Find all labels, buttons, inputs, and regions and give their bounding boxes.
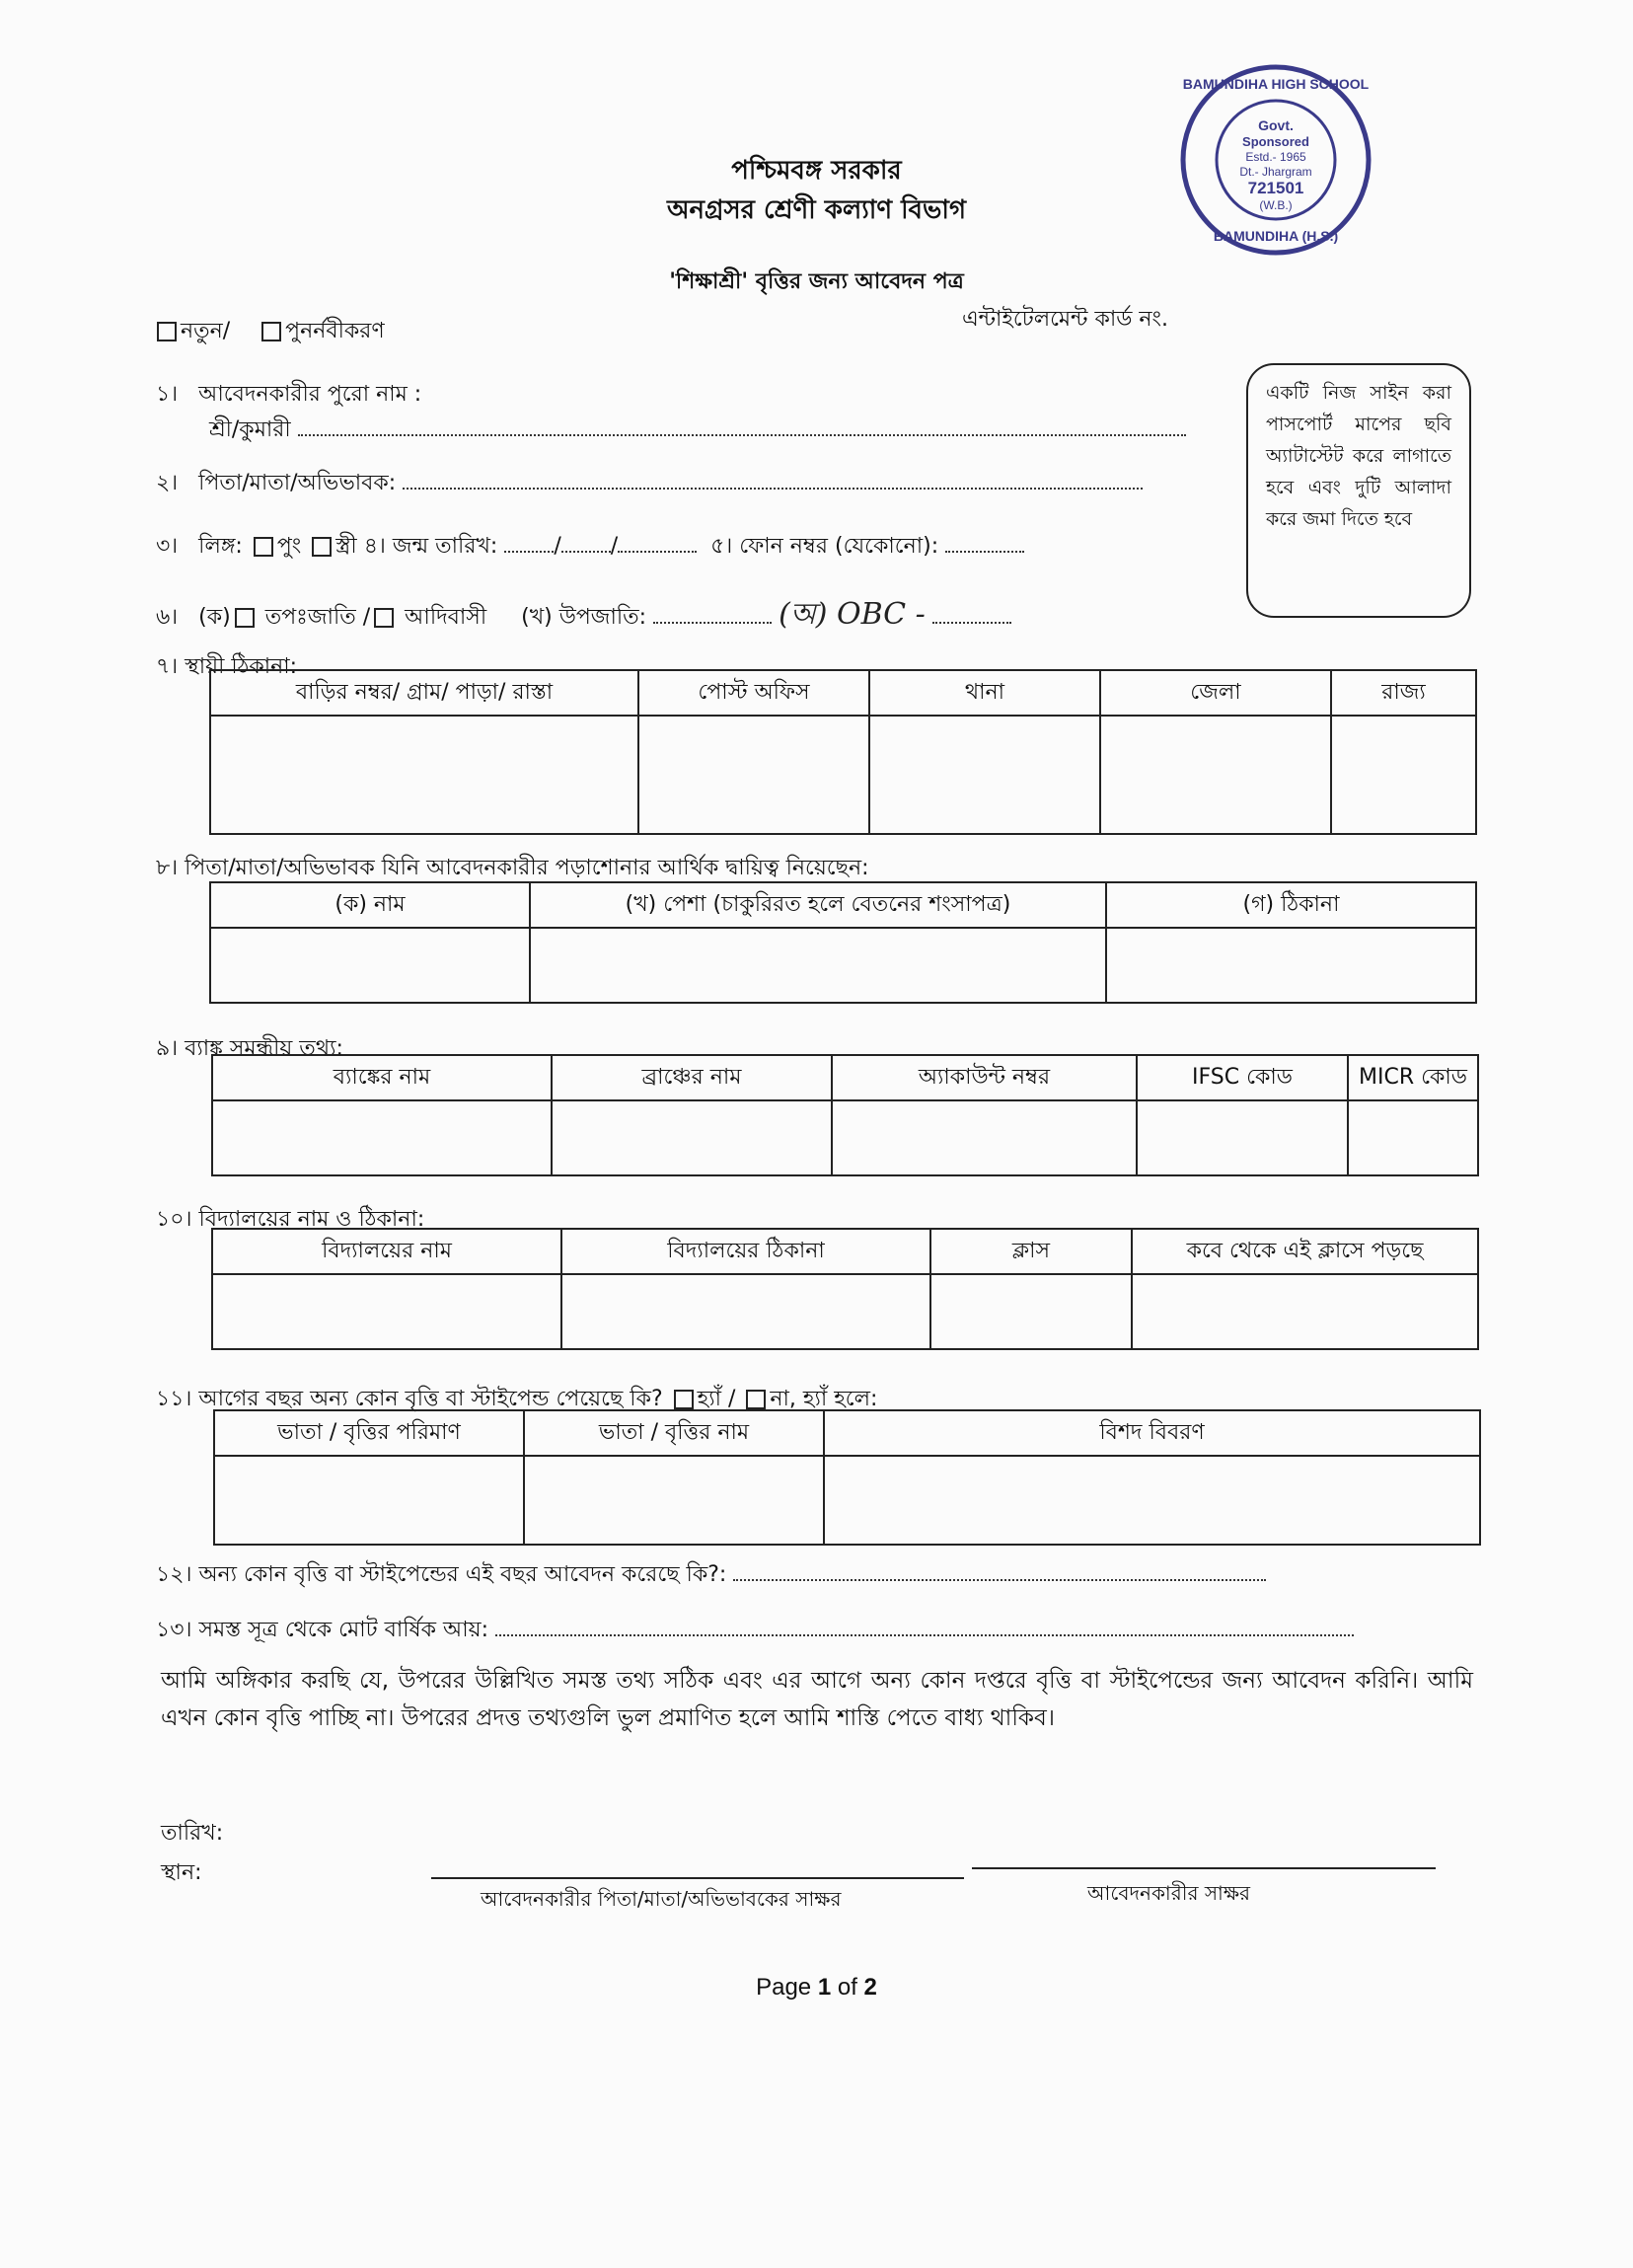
sc-label: তপঃজাতি /	[264, 605, 371, 630]
phone-label: ৫। ফোন নম্বর (যেকোনো):	[710, 534, 939, 559]
place-label: স্থান:	[161, 1860, 202, 1885]
page-total: 2	[863, 1974, 877, 2001]
table-header-row	[214, 1410, 1480, 1456]
table-header: কবে থেকে এই ক্লাসে পড়ছে	[1132, 1229, 1478, 1274]
header-govt: পশ্চিমবঙ্গ সরকার	[731, 156, 902, 186]
date-label: তারিখ:	[161, 1821, 224, 1846]
svg-text:BAMUNDIHA (H.S.): BAMUNDIHA (H.S.)	[1213, 228, 1339, 244]
table-row	[212, 1274, 1478, 1349]
annual-income-input[interactable]	[495, 1634, 1354, 1636]
svg-text:Estd.- 1965: Estd.- 1965	[1245, 150, 1306, 164]
svg-text:Sponsored: Sponsored	[1242, 134, 1309, 149]
subcaste-label: (খ) উপজাতি:	[521, 605, 647, 630]
table-cell[interactable]	[1100, 716, 1331, 834]
table-cell[interactable]	[1331, 716, 1476, 834]
table-header: থানা	[869, 670, 1100, 716]
field-1-name-row	[209, 413, 1186, 449]
table-header: পোস্ট অফিস	[638, 670, 869, 716]
guardian-signature-label: আবেদনকারীর পিতা/মাতা/অভিভাবকের সাক্ষর	[481, 1887, 842, 1911]
no-label: না, হ্যাঁ হলে:	[770, 1387, 878, 1411]
table-row	[210, 928, 1476, 1003]
guardian-table	[209, 881, 1477, 1004]
table-header: অ্যাকাউন্ট নম্বর	[832, 1055, 1137, 1100]
field-12-label: ১২। অন্য কোন বৃত্তি বা স্টাইপেন্ডের এই বছর আবেদন করেছে কি?:	[156, 1562, 727, 1587]
guardian-signature-line[interactable]	[431, 1877, 964, 1879]
field-10-label: ১০। বিদ্যালয়ের নাম ও ঠিকানা:	[156, 1207, 425, 1232]
phone-input[interactable]	[945, 551, 1024, 553]
svg-text:BAMUNDIHA HIGH SCHOOL: BAMUNDIHA HIGH SCHOOL	[1182, 76, 1370, 92]
field-3-number: ৩।	[156, 534, 179, 559]
table-cell[interactable]	[552, 1100, 832, 1175]
subcaste-value[interactable]: (অ) OBC -	[779, 597, 926, 632]
male-checkbox[interactable]	[254, 537, 273, 557]
page-current: 1	[817, 1974, 832, 2001]
svg-text:721501: 721501	[1247, 179, 1304, 197]
table-cell[interactable]	[210, 716, 638, 834]
field-2	[156, 466, 1143, 502]
stamp-seal	[1177, 61, 1374, 259]
field-2-label: পিতা/মাতা/অভিভাবক:	[198, 471, 397, 495]
table-header: জেলা	[1100, 670, 1331, 716]
table-cell[interactable]	[824, 1456, 1480, 1545]
field-1	[156, 377, 421, 414]
table-row	[210, 716, 1476, 834]
table-header: ক্লাস	[930, 1229, 1132, 1274]
table-header: বিশদ বিবরণ	[824, 1410, 1480, 1456]
applicant-signature-line[interactable]	[972, 1867, 1436, 1869]
table-header: ব্রাঞ্চের নাম	[552, 1055, 832, 1100]
declaration-text: আমি অঙ্গিকার করছি যে, উপরের উল্লিখিত সমস্ত তথ্য সঠিক এবং এর আগে অন্য কোন দপ্তরে বৃত্তি বা স্টাইপেন্ডের জন্য আবেদন করিনি। আমি এখন কোন বৃত্তি পাচ্ছি না। উপরের প্রদত্ত তথ্যগুলি ভুল প্রমাণিত হলে আমি শাস্তি পেতে বাধ্য থাকিব।	[161, 1668, 1473, 1731]
table-cell[interactable]	[561, 1274, 930, 1349]
form-title: 'শিক্ষাশ্রী' বৃত্তির জন্য আবেদন পত্র	[669, 269, 964, 294]
page-of: of	[831, 1974, 864, 2001]
female-label: স্ত্রী	[335, 534, 357, 559]
table-cell[interactable]	[214, 1456, 524, 1545]
svg-text:Govt.: Govt.	[1258, 117, 1294, 133]
table-cell[interactable]	[212, 1100, 552, 1175]
field-1-label: আবেদনকারীর পুরো নাম :	[198, 382, 422, 407]
bank-table	[211, 1054, 1479, 1176]
school-table	[211, 1228, 1479, 1350]
svg-text:Dt.- Jhargram: Dt.- Jhargram	[1239, 165, 1312, 179]
table-cell[interactable]	[530, 928, 1106, 1003]
table-cell[interactable]	[524, 1456, 824, 1545]
field-9-label: ৯। ব্যাঙ্ক সমন্ধীয় তথ্য:	[156, 1036, 343, 1061]
table-cell[interactable]	[1132, 1274, 1478, 1349]
table-cell[interactable]	[930, 1274, 1132, 1349]
field-7-label: ৭। স্থায়ী ঠিকানা:	[156, 654, 298, 679]
yes-label: হ্যাঁ /	[697, 1387, 736, 1411]
st-checkbox[interactable]	[374, 608, 394, 628]
table-header-row	[212, 1229, 1478, 1274]
school-stamp	[1177, 61, 1374, 259]
field-12	[156, 1557, 1266, 1594]
dob-separator: /	[610, 534, 619, 559]
applicant-signature-label: আবেদনকারীর সাক্ষর	[1087, 1881, 1251, 1905]
female-checkbox[interactable]	[312, 537, 332, 557]
table-cell[interactable]	[210, 928, 530, 1003]
dob-label: ৪। জন্ম তারিখ:	[363, 534, 498, 559]
field-13-label: ১৩। সমস্ত সূত্র থেকে মোট বার্ষিক আয়:	[156, 1618, 489, 1642]
table-header: রাজ্য	[1331, 670, 1476, 716]
table-header: বাড়ির নম্বর/ গ্রাম/ পাড়া/ রাস্তা	[210, 670, 638, 716]
field-13	[156, 1613, 1354, 1649]
new-checkbox[interactable]	[157, 322, 177, 341]
table-header: IFSC কোড	[1137, 1055, 1348, 1100]
table-header-row	[212, 1055, 1478, 1100]
stipend-table	[213, 1409, 1481, 1546]
table-header-row	[210, 882, 1476, 928]
table-header: বিদ্যালয়ের ঠিকানা	[561, 1229, 930, 1274]
entitlement-card-label: এন্টাইটেলমেন্ট কার্ড নং.	[962, 307, 1168, 332]
table-header: (খ) পেশা (চাকুরিরত হলে বেতনের শংসাপত্র)	[530, 882, 1106, 928]
guardian-name-input[interactable]	[403, 488, 1143, 490]
table-cell[interactable]	[1106, 928, 1476, 1003]
table-cell[interactable]	[832, 1100, 1137, 1175]
renewal-label: পুনর্নবীকরণ	[285, 319, 385, 343]
page-number	[0, 1974, 1633, 2002]
new-label: নতুন/	[181, 319, 231, 343]
dob-day-input[interactable]	[504, 551, 554, 553]
table-cell[interactable]	[1137, 1100, 1348, 1175]
table-header: বিদ্যালয়ের নাম	[212, 1229, 561, 1274]
table-header: (ক) নাম	[210, 882, 530, 928]
sc-checkbox[interactable]	[235, 608, 255, 628]
table-row	[214, 1456, 1480, 1545]
field-6-ka: (ক)	[198, 605, 231, 630]
field-1-prefix: শ্রী/কুমারী	[209, 417, 291, 442]
subcaste-dots	[653, 622, 772, 624]
dob-month-input[interactable]	[561, 551, 611, 553]
field-11-label: ১১। আগের বছর অন্য কোন বৃত্তি বা স্টাইপেন্ড পেয়েছে কি?	[156, 1387, 663, 1411]
table-header-row	[210, 670, 1476, 716]
table-cell[interactable]	[638, 716, 869, 834]
header-department: অনগ্রসর শ্রেণী কল্যাণ বিভাগ	[667, 195, 966, 225]
field-2-number: ২।	[156, 471, 179, 495]
applicant-name-input[interactable]	[298, 434, 1186, 436]
page-prefix: Page	[756, 1974, 818, 2001]
field-6	[156, 590, 1011, 641]
application-type	[153, 314, 385, 350]
st-label: আদিবাসী	[405, 605, 487, 630]
subcaste-dots	[932, 622, 1011, 624]
dob-year-input[interactable]	[618, 551, 697, 553]
field-6-number: ৬।	[156, 605, 179, 630]
field-1-number: ১।	[156, 382, 179, 407]
other-stipend-input[interactable]	[733, 1579, 1266, 1581]
address-table	[209, 669, 1477, 835]
table-header: (গ) ঠিকানা	[1106, 882, 1476, 928]
yes-checkbox[interactable]	[674, 1390, 694, 1409]
no-checkbox[interactable]	[746, 1390, 766, 1409]
field-3-4-5	[156, 529, 1024, 566]
table-header: MICR কোড	[1348, 1055, 1478, 1100]
table-row	[212, 1100, 1478, 1175]
table-header: ভাতা / বৃত্তির পরিমাণ	[214, 1410, 524, 1456]
male-label: পুং	[276, 534, 302, 559]
field-8-label: ৮। পিতা/মাতা/অভিভাবক যিনি আবেদনকারীর পড়াশোনার আর্থিক দ্বায়িত্ব নিয়েছেন:	[156, 856, 869, 880]
renewal-checkbox[interactable]	[261, 322, 281, 341]
svg-text:(W.B.): (W.B.)	[1259, 198, 1293, 212]
gender-label: লিঙ্গ:	[198, 534, 243, 559]
dob-separator: /	[554, 534, 561, 559]
table-cell[interactable]	[212, 1274, 561, 1349]
table-header: ব্যাঙ্কের নাম	[212, 1055, 552, 1100]
table-cell[interactable]	[869, 716, 1100, 834]
photo-box[interactable]: একটি নিজ সাইন করা পাসপোর্ট মাপের ছবি অ্যাটাস্টেট করে লাগাতে হবে এবং দুটি আলাদা করে জমা দিতে হবে	[1246, 363, 1471, 618]
table-header: ভাতা / বৃত্তির নাম	[524, 1410, 824, 1456]
table-cell[interactable]	[1348, 1100, 1478, 1175]
